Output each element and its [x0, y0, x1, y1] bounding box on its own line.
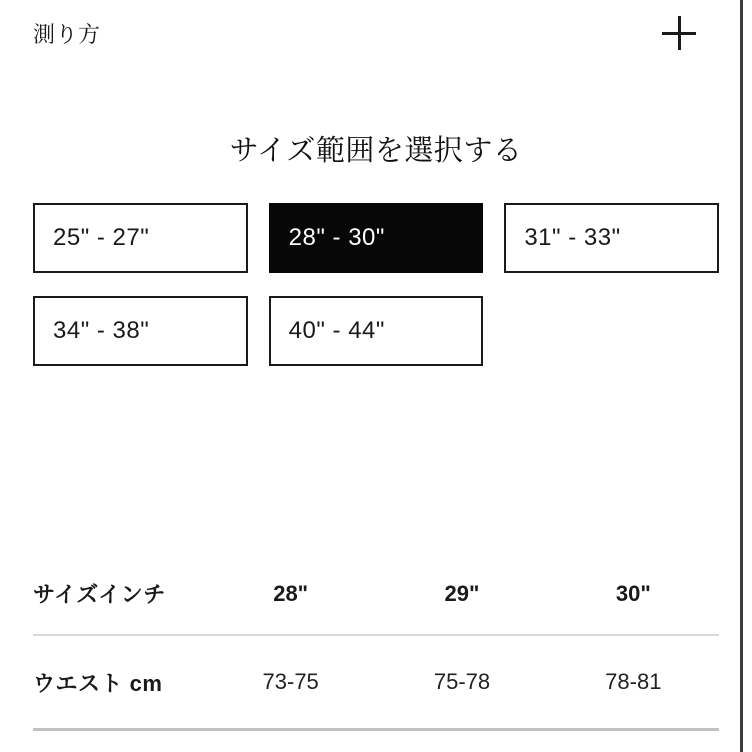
size-chart-header-label: サイズインチ [33, 582, 166, 607]
size-chart-header-value: 29" [444, 580, 480, 606]
size-chart-header-row [33, 553, 719, 636]
size-range-button-40-44[interactable]: 40" - 44" [269, 296, 484, 366]
size-range-button-25-27[interactable]: 25" - 27" [33, 203, 248, 273]
waist-row-value: 73-75 [262, 669, 319, 694]
plus-icon[interactable] [662, 16, 696, 50]
size-chart-header-value: 30" [615, 580, 651, 606]
size-range-button-34-38[interactable]: 34" - 38" [33, 296, 248, 366]
size-range-button-28-30-selected[interactable]: 28" - 30" [269, 203, 484, 273]
accordion-header[interactable] [33, 12, 722, 54]
accordion-title: 測り方 [33, 21, 101, 47]
size-range-options [33, 203, 719, 366]
size-chart-header-value: 28" [273, 580, 309, 606]
waist-row-label: ウエスト cm [33, 670, 163, 696]
size-chart-waist-row [33, 636, 719, 731]
size-range-button-31-33[interactable]: 31" - 33" [504, 203, 719, 273]
scrollbar[interactable] [740, 0, 743, 752]
size-range-heading: サイズ範囲を選択する [229, 135, 523, 167]
waist-row-value: 78-81 [605, 669, 662, 694]
waist-row-value: 75-78 [433, 669, 491, 694]
size-chart-table [33, 553, 719, 731]
